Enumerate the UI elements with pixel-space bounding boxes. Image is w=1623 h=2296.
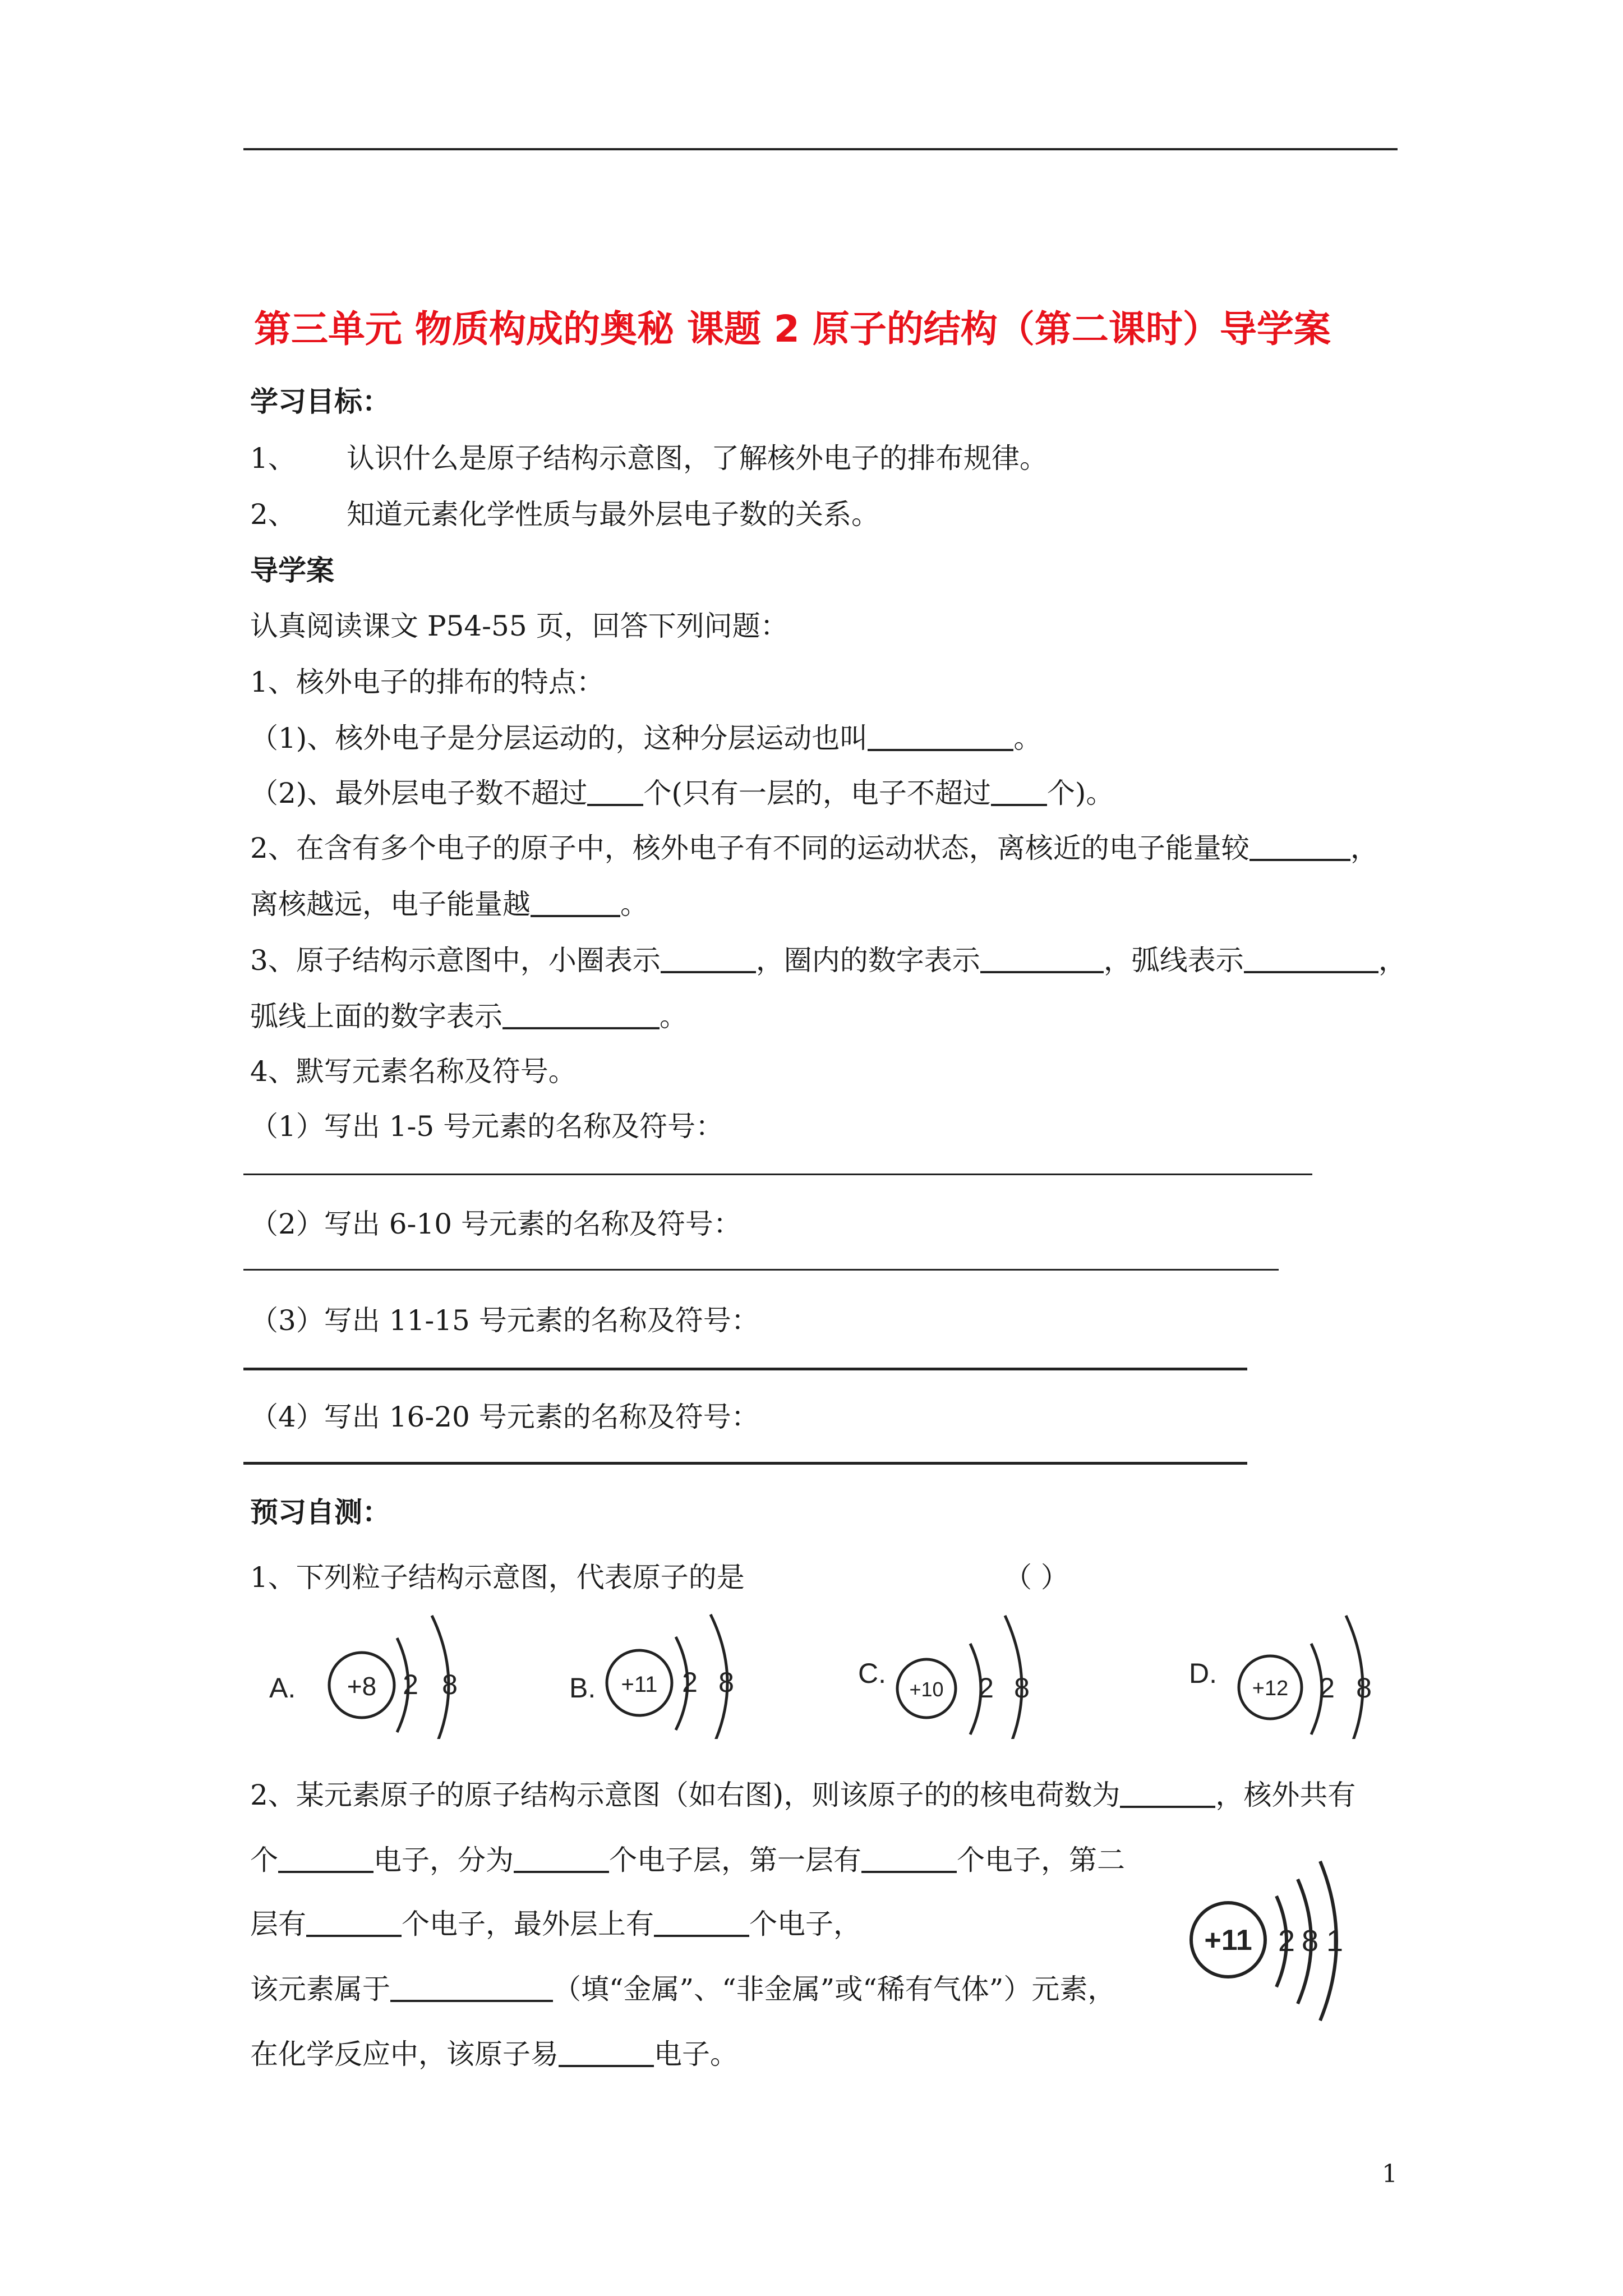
q1-sub1: （1)、核外电子是分层运动的，这种分层运动也叫 。 xyxy=(250,722,1042,754)
nucleus-charge: +12 xyxy=(1252,1677,1289,1700)
q2-line2: 离核越远，电子能量越 。 xyxy=(250,888,648,921)
answer-blank[interactable] xyxy=(868,726,1013,751)
answer-line[interactable] xyxy=(243,1462,1247,1465)
nucleus-charge: +11 xyxy=(621,1672,658,1697)
answer-line[interactable] xyxy=(243,1269,1279,1271)
answer-blank[interactable] xyxy=(306,1912,402,1937)
shell-electrons: 8 xyxy=(442,1669,458,1700)
shell-electrons: 2 xyxy=(1319,1672,1335,1704)
shell-electrons: 2 xyxy=(403,1669,418,1700)
objective-num-2: 2、 xyxy=(250,498,296,531)
answer-line[interactable] xyxy=(243,1174,1312,1175)
page-number: 1 xyxy=(1382,2160,1398,2188)
st-q2-line4: 该元素属于 （填“金属”、“非金属”或“稀有气体”）元素， xyxy=(250,1973,1116,2005)
q1-sub2: （2)、最外层电子数不超过 个(只有一层的，电子不超过 个)。 xyxy=(250,777,1114,809)
option-label: A. xyxy=(269,1672,296,1704)
objective-text-1: 认识什么是原子结构示意图，了解核外电子的排布规律。 xyxy=(347,442,1048,475)
option-label: B. xyxy=(569,1672,596,1704)
answer-blank[interactable] xyxy=(661,949,756,973)
option-label: C. xyxy=(858,1658,886,1689)
atom-diagram-c[interactable] xyxy=(852,1604,1088,1739)
answer-blank[interactable] xyxy=(587,781,643,806)
q1-title: 1、核外电子的排布的特点： xyxy=(250,666,605,698)
page-title: 第三单元 物质构成的奥秘 课题 2 原子的结构（第二课时）导学案 xyxy=(254,307,1331,351)
q4-item-1: （1）写出 1-5 号元素的名称及符号： xyxy=(250,1110,724,1143)
st-q2-line2: 个 电子，分为 个电子层，第一层有 个电子，第二 xyxy=(250,1844,1125,1876)
answer-blank[interactable] xyxy=(1244,949,1378,973)
guide-heading: 导学案 xyxy=(250,554,334,587)
answer-blank[interactable] xyxy=(1249,836,1350,861)
selftest-heading: 预习自测： xyxy=(250,1496,390,1529)
objective-num-1: 1、 xyxy=(250,442,296,475)
shell-electrons: 8 xyxy=(1301,1924,1319,1958)
st-q2-line1: 2、某元素原子的原子结构示意图（如右图)，则该原子的的核电荷数为 ，核外共有 xyxy=(250,1779,1356,1811)
st-q2-line3: 层有 个电子，最外层上有 个电子， xyxy=(250,1908,861,1940)
answer-blank[interactable] xyxy=(514,1848,609,1873)
objective-text-2: 知道元素化学性质与最外层电子数的关系。 xyxy=(347,498,879,531)
answer-blank[interactable] xyxy=(1120,1783,1215,1808)
answer-blank[interactable] xyxy=(861,1848,957,1873)
atom-diagram-b[interactable] xyxy=(564,1604,799,1739)
shell-electrons: 2 xyxy=(1278,1924,1295,1958)
answer-blank[interactable] xyxy=(502,1005,660,1029)
guide-intro: 认真阅读课文 P54-55 页，回答下列问题： xyxy=(250,610,789,642)
answer-blank[interactable] xyxy=(278,1848,374,1873)
answer-blank[interactable] xyxy=(654,1912,749,1937)
nucleus-charge: +10 xyxy=(909,1678,944,1701)
option-label: D. xyxy=(1189,1658,1217,1689)
nucleus-charge: +11 xyxy=(1204,1924,1252,1957)
answer-line[interactable] xyxy=(243,1368,1247,1370)
shell-electrons: 8 xyxy=(1356,1672,1372,1704)
answer-blank[interactable] xyxy=(991,781,1047,806)
header-rule xyxy=(243,148,1398,150)
q3-line2: 弧线上面的数字表示 。 xyxy=(250,1000,688,1033)
st-q1-answer-paren[interactable]: （ ） xyxy=(1004,1561,1069,1594)
shell-electrons: 2 xyxy=(682,1667,698,1698)
nucleus-charge: +8 xyxy=(347,1672,377,1701)
q4-title: 4、默写元素名称及符号。 xyxy=(250,1055,577,1088)
shell-electrons: 8 xyxy=(718,1667,734,1698)
atom-diagram-a[interactable] xyxy=(264,1604,499,1739)
answer-blank[interactable] xyxy=(531,892,620,917)
objectives-heading: 学习目标： xyxy=(250,385,390,418)
q4-item-2: （2）写出 6-10 号元素的名称及符号： xyxy=(250,1208,741,1240)
shell-electrons: 2 xyxy=(978,1672,994,1704)
q4-item-3: （3）写出 11-15 号元素的名称及符号： xyxy=(250,1304,759,1337)
shell-electrons: 8 xyxy=(1014,1672,1030,1704)
q4-item-4: （4）写出 16-20 号元素的名称及符号： xyxy=(250,1401,759,1433)
q2-line1: 2、在含有多个电子的原子中，核外电子有不同的运动状态，离核近的电子能量较 ， xyxy=(250,832,1378,864)
answer-blank[interactable] xyxy=(390,1977,553,2002)
answer-blank[interactable] xyxy=(559,2042,654,2067)
shell-electrons: 1 xyxy=(1326,1924,1344,1958)
answer-blank[interactable] xyxy=(980,949,1104,973)
q3-line1: 3、原子结构示意图中，小圈表示 ，圈内的数字表示 ，弧线表示 ， xyxy=(250,944,1407,977)
atom-diagram-q2 xyxy=(1178,1857,1368,2025)
atom-diagram-d[interactable] xyxy=(1183,1604,1419,1739)
st-q1-text: 1、下列粒子结构示意图，代表原子的是 xyxy=(250,1561,745,1594)
st-q2-line5: 在化学反应中，该原子易 电子。 xyxy=(250,2038,738,2070)
